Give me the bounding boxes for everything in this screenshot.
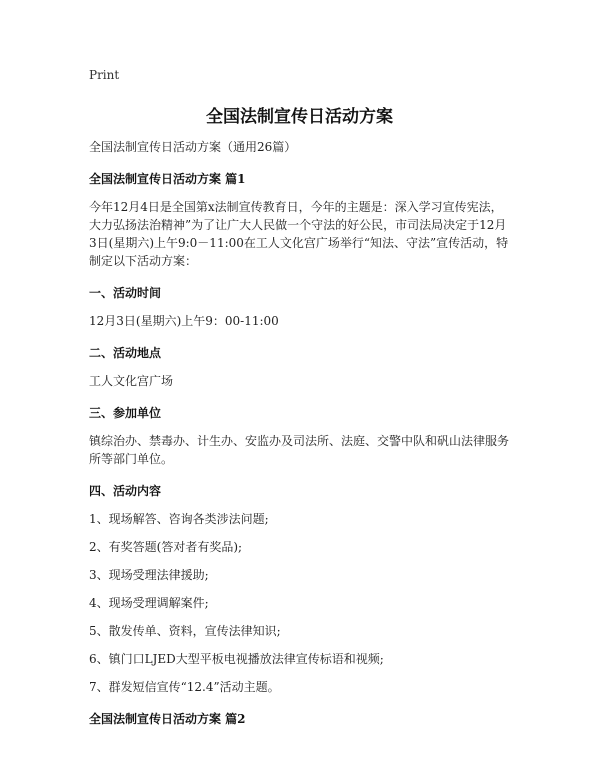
document-subtitle: 全国法制宣传日活动方案（通用26篇） bbox=[89, 140, 297, 154]
section-participants-heading: 三、参加单位 bbox=[89, 406, 162, 420]
article-2-heading: 全国法制宣传日活动方案 篇2 bbox=[89, 712, 246, 726]
content-item: 5、散发传单、资料，宣传法律知识; bbox=[89, 624, 281, 638]
content-item: 2、有奖答题(答对者有奖品); bbox=[89, 540, 243, 554]
content-item: 7、群发短信宣传“12.4”活动主题。 bbox=[89, 680, 280, 694]
section-location-heading: 二、活动地点 bbox=[89, 346, 162, 360]
content-item: 6、镇门口LJED大型平板电视播放法律宣传标语和视频; bbox=[89, 652, 384, 666]
section-time-heading: 一、活动时间 bbox=[89, 286, 162, 300]
section-location-text: 工人文化宫广场 bbox=[89, 374, 174, 388]
section-participants-text: 镇综治办、禁毒办、计生办、安监办及司法所、法庭、交警中队和矾山法律服务所等部门单位。 bbox=[89, 434, 510, 466]
article-1-intro: 今年12月4日是全国第x法制宣传教育日，今年的主题是：深入学习宣传宪法，大力弘扬法治精神”为了让广大人民做一个守法的好公民，市司法局决定于12月3日(星期六)上午9:0－11:00在工人文化宫广场举行“知法、守法”宣传活动，特制定以下活动方案： bbox=[89, 200, 509, 268]
section-time-text: 12月3日(星期六)上午9：00-11:00 bbox=[89, 314, 279, 328]
print-label[interactable]: Print bbox=[89, 68, 120, 82]
content-item: 4、现场受理调解案件; bbox=[89, 596, 209, 610]
content-item: 1、现场解答、咨询各类涉法问题; bbox=[89, 512, 269, 526]
section-content-heading: 四、活动内容 bbox=[89, 484, 162, 498]
content-item: 3、现场受理法律援助; bbox=[89, 568, 209, 582]
page-title: 全国法制宣传日活动方案 bbox=[206, 107, 393, 127]
article-1-heading: 全国法制宣传日活动方案 篇1 bbox=[89, 172, 246, 186]
